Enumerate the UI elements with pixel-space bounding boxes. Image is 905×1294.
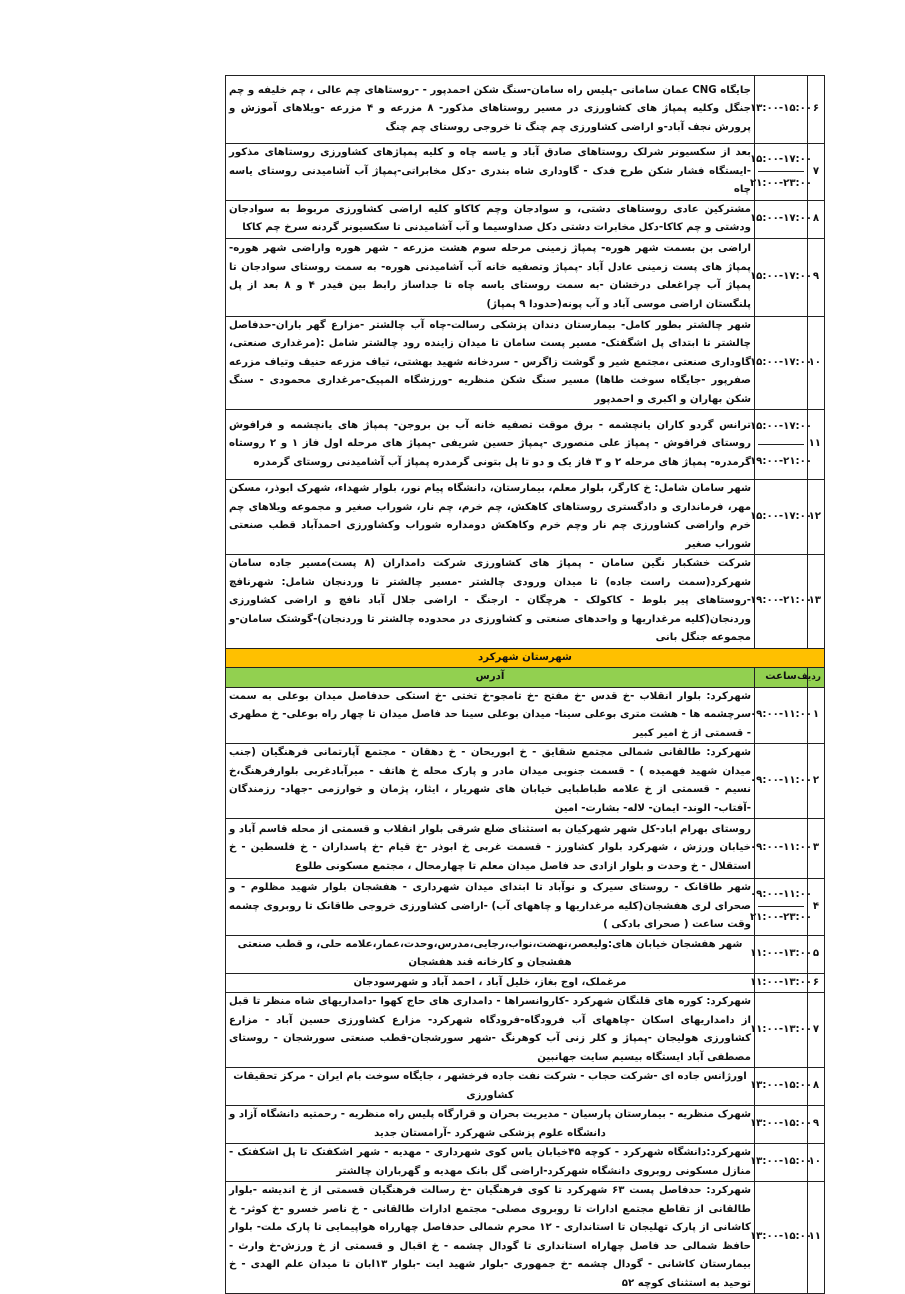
time-cell <box>749 316 813 410</box>
row-number: ۶ <box>808 973 825 993</box>
address-cell: شرکت خشکبار نگین سامان - پمپاژ های کشاورزی شرکت دامداران (۸ پست)مسیر جاده سامان شهرکرد(سمت راست جاده) تا میدان ورودی چالشتر -مسیر چالشتر تا وردنجان شامل: شهرنافچ -روستاهای پیر بلوط - کاکولک - هرچگان - ارجنگ - اراضی جلال آباد نافچ و اراضی کشاورزی وردنجان(کلیه مرغداریها و واحدهای صنعتی و کشاورزی در محدوده چالشتر تا وردنجان)-گوشتک سامان-و مجموعه جنگل بانی <box>226 555 755 649</box>
time-cell <box>749 200 813 238</box>
time-slot: ۱۵:۰۰-۱۷:۰۰ <box>749 212 813 224</box>
address-cell: ترانس گردو کاران یانچشمه - برق موقت تصفیه خانه آب بن بروجن- پمپاژ های یانچشمه و فرافوش روستای فرافوش - پمپاژ علی منصوری -پمپاژ حسین شریفی -پمپاژ های مرحله اول فاز ۱ و ۲ روستاه گرمدره- پمپاژ های مرحله ۲ و ۳ فاز یک و دو تا پل بتونی گرمدره پمپاژ آب آشامیدنی روستای گرمدره <box>226 410 755 480</box>
time-slot: ۱۱:۰۰-۱۳:۰۰ <box>749 976 813 988</box>
time-slot: ۱۳:۰۰-۱۵:۰۰ <box>749 1080 813 1092</box>
column-address: آدرس <box>226 668 755 688</box>
row-number: ۱۱ <box>808 1182 825 1294</box>
table-row <box>226 879 825 936</box>
time-cell <box>749 1144 813 1182</box>
time-cell <box>749 1106 813 1144</box>
row-number: ۹ <box>808 238 825 316</box>
time-cell <box>749 935 813 973</box>
time-slot: ۲۱:۰۰-۲۳:۰۰ <box>758 906 804 930</box>
time-cell <box>749 238 813 316</box>
address-cell: روستای بهرام اباد-کل شهر شهرکیان به استثنای ضلع شرقی بلوار انقلاب و قسمتی از محله قاسم آباد و خیابان ورزش ، شهرکرد بلوار کشاورز - قسمت غربی خ ابوذر -خ قیام -خ پاسداران - خ فلسطین - خ استقلال - خ وحدت و بلوار ازادی حد فاصل میدان معلم تا چهارمحال ، مجتمع مسکونی طلوع <box>226 819 755 879</box>
time-slot: ۰۹:۰۰-۱۱:۰۰ <box>749 888 813 900</box>
time-slot: ۱۱:۰۰-۱۳:۰۰ <box>749 947 813 959</box>
address-cell: شهرک منظریه - بیمارستان پارسیان - مدیریت بحران و قرارگاه پلیس راه منظریه - رحمتیه دانشگاه آزاد و دانشگاه علوم پزشکی شهرکرد -آرامستان جدید <box>226 1106 755 1144</box>
table-row <box>226 935 825 973</box>
time-cell <box>749 973 813 993</box>
row-number: ۱۲ <box>808 480 825 555</box>
address-cell: شهرکرد: کوره های قلنگان شهرکرد -کاروانسراها - دامداری های حاج کهوا -دامداریهای شاه منظر تا قبل از دامداریهای اسکان -چاههای آب فرودگاه-فرودگاه شهرکرد- مزارع کشاورزی حسین آباد - مزارع کشاورزی هولیجان -پمپاژ و کلر زنی آب کوهرنگ -شهر سورشجان-قطب صنعتی سورشجان - روستای مصطفی آباد ایستگاه بیسیم سایت جهانبین <box>226 993 755 1068</box>
row-number: ۳ <box>808 819 825 879</box>
previous-county-rows <box>226 76 825 649</box>
time-slot: ۱۹:۰۰-۲۱:۰۰ <box>758 444 804 479</box>
row-number: ۱ <box>808 687 825 744</box>
time-slot: ۱۳:۰۰-۱۵:۰۰ <box>749 1231 813 1243</box>
address-cell: مشترکین عادی روستاهای دشتی، و سوادجان وچم کاکاو کلیه اراضی کشاورزی مربوط به سوادجان ودشتی و چم کاکا-دکل مخابرات دشتی دکل صداوسیما و آب آشامیدنی تا سکسیونر گردنه سرخ چم کاکا <box>226 200 755 238</box>
address-cell: شهر طاقانک - روستای سیرک و نوآباد تا ابتدای میدان شهرداری - هفشجان بلوار شهید مظلوم - و صحرای لری هفشجان(کلیه مرغداریها و چاههای آب) -اراضی کشاورزی خروجی طاقانک تا روبروی چشمه وقت ساعت ( صحرای بادکی ) <box>226 879 755 936</box>
table-row <box>226 480 825 555</box>
table-row <box>226 1068 825 1106</box>
table-row <box>226 819 825 879</box>
time-slot: ۱۵:۰۰-۱۷:۰۰ <box>749 356 813 368</box>
address-cell: شهرکرد: حدفاصل پست ۶۳ شهرکرد تا کوی فرهنگیان -خ رسالت فرهنگیان قسمتی از خ اندیشه -بلوار طالقانی از تقاطع مجتمع ادارات تا روبروی مصلی- مجتمع ادارات طالقانی - خ ناصر خسرو -خ کوثر- خ کاشانی از پارک تهلیجان تا استانداری - ۱۲ محرم شمالی حدفاصل چهارراه هواپیمایی تا پارک ملت- بلوار حافظ شمالی حد فاصل چهاراه استانداری تا گودال چشمه - خ اقبال و قسمتی از خ ورزش-خ وارث - بیمارستان کاشانی - گودال چشمه -خ جمهوری -بلوار شهید ایت -بلوار ۱۳ابان تا میدان علم الهدی - خ توحید به استثنای کوچه ۵۲ <box>226 1182 755 1294</box>
row-number: ۱۰ <box>808 316 825 410</box>
time-cell <box>749 410 813 480</box>
shahrekord-rows <box>226 687 825 1294</box>
section-title: شهرستان شهرکرد <box>226 648 825 668</box>
time-cell <box>749 76 813 144</box>
county-section <box>226 648 825 687</box>
address-cell: اراضی بن بسمت شهر هوره- پمپاژ زمینی مرحله سوم هشت مزرعه - شهر هوره واراضی شهر هوره- پمپاژ های پست زمینی عادل آباد -پمپاژ وتصفیه خانه آب آشامیدنی هوره- به سمت روستای سوادجان تا پمپاژ آب چراغعلی درخشان -به سمت روستای یاسه چاه تا جداساز رابط بین فیدر ۴ و ۸ بعد از پل پلنگستان اراضی موسی آباد و آب پونه(حدودا ۹ پمپاژ) <box>226 238 755 316</box>
table-row <box>226 993 825 1068</box>
time-slot: ۱۵:۰۰-۱۷:۰۰ <box>749 420 813 432</box>
address-cell: مرغملک، اوج بغاز، خلیل آباد ، احمد آباد و شهرسودجان <box>226 973 755 993</box>
table-row <box>226 410 825 480</box>
time-slot: ۰۹:۰۰-۱۱:۰۰ <box>749 842 813 854</box>
row-number: ۱۰ <box>808 1144 825 1182</box>
row-number: ۹ <box>808 1106 825 1144</box>
row-number: ۶ <box>808 76 825 144</box>
row-number: ۱۱ <box>808 410 825 480</box>
column-row-number: ردیف <box>808 668 825 688</box>
table-row <box>226 1182 825 1294</box>
time-cell <box>749 687 813 744</box>
address-cell: شهرکرد: بلوار انقلاب -خ قدس -خ مفتح -خ تامجو-خ تختی -خ استکی حدفاصل میدان بوعلی به سمت سرچشمه ها - هشت متری بوعلی سینا- میدان بوعلی سینا حد فاصل میدان تا چهار راه بوعلی- خ مطهری - قسمتی از خ امیر کبیر <box>226 687 755 744</box>
time-cell <box>749 1068 813 1106</box>
table-row <box>226 238 825 316</box>
address-cell: اورژانس جاده ای -شرکت حجاب - شرکت نفت جاده فرخشهر ، جایگاه سوخت بام ایران - مرکز تحقیقات کشاورزی <box>226 1068 755 1106</box>
time-slot: ۰۹:۰۰-۱۱:۰۰ <box>749 774 813 786</box>
section-header-row <box>226 648 825 668</box>
row-number: ۷ <box>808 993 825 1068</box>
table-row <box>226 200 825 238</box>
row-number: ۷ <box>808 144 825 201</box>
time-cell <box>749 555 813 649</box>
table-row <box>226 744 825 819</box>
table-row <box>226 555 825 649</box>
row-number: ۸ <box>808 200 825 238</box>
address-cell: شهرکرد:دانشگاه شهرکرد - کوچه ۴۵خیابان یاس کوی شهرداری - مهدیه - شهر اشکفتک تا پل اشکفتک - منازل مسکونی روبروی دانشگاه شهرکرد-اراضی گل بانک مهدیه و گهرباران چالشتر <box>226 1144 755 1182</box>
time-cell <box>749 744 813 819</box>
address-cell: بعد از سکسیونر شرلک روستاهای صادق آباد و یاسه چاه و کلیه پمپاژهای کشاورزی روستاهای مذکور -ایستگاه فشار شکن طرح فدک - گاوداری شاه بندری -دکل مخابراتی-پمپاژ آب آشامیدنی روستای یاسه چاه <box>226 144 755 201</box>
row-number: ۱۳ <box>808 555 825 649</box>
address-cell: شهرکرد: طالقانی شمالی مجتمع شقایق - خ ابوریحان - خ دهقان - مجتمع آپارتمانی فرهنگیان (جنب میدان شهید فهمیده ) - قسمت جنوبی میدان مادر و پارک محله خ هاتف - میرآبادغربی بلوارفرهنگ،خ نسیم - قسمتی از خ علامه طباطبایی خیابان های شهریار ، ایثار، پژمان و خوارزمی -جهاد- رزمندگان -آفتاب- الوند- ایمان- لاله- بشارت- امین <box>226 744 755 819</box>
table-row <box>226 1106 825 1144</box>
table-row <box>226 973 825 993</box>
time-slot: ۱۳:۰۰-۱۵:۰۰ <box>749 103 813 115</box>
table-row <box>226 316 825 410</box>
time-cell <box>749 144 813 201</box>
column-header-row <box>226 668 825 688</box>
address-cell: شهر چالشتر بطور کامل- بیمارستان دندان پزشکی رسالت-چاه آب چالشتر -مزارع گهر باران-حدفاصل چالشتر تا ابتدای پل اشگفتک- مسیر پست سامان تا میدان زاینده رود چالشتر شامل :(مرغداری صنعتی، گاوداری صنعتی ،مجتمع شیر و گوشت زاگرس - سردخانه شهید بهشتی، تیاف مزرعه حنیف وتیاف مزرعه صفرپور -جایگاه سوخت طاها) مسیر سنگ شکن منظریه -ورزشگاه المپیک-مرغداری محمودی - سنگ شکن بهاران و اکبری و احمدپور <box>226 316 755 410</box>
table-row <box>226 687 825 744</box>
time-slot: ۱۵:۰۰-۱۷:۰۰ <box>749 153 813 165</box>
column-time: ساعت <box>755 668 808 688</box>
time-slot: ۱۳:۰۰-۱۵:۰۰ <box>749 1118 813 1130</box>
time-slot: ۰۹:۰۰-۱۱:۰۰ <box>749 709 813 720</box>
time-slot: ۱۵:۰۰-۱۷:۰۰ <box>749 510 813 522</box>
table-row <box>226 76 825 144</box>
address-cell: شهر هفشجان خیابان های:ولیعصر،نهضت،نواب،رجایی،مدرس،وحدت،عمار،علامه حلی، و قطب صنعتی هفشجان و کارخانه قند هفشجان <box>226 935 755 973</box>
outage-schedule-table <box>225 75 825 1294</box>
row-number: ۸ <box>808 1068 825 1106</box>
time-slot: ۱۱:۰۰-۱۳:۰۰ <box>749 1023 813 1035</box>
time-cell <box>749 819 813 879</box>
time-cell <box>749 480 813 555</box>
row-number: ۵ <box>808 935 825 973</box>
table-row <box>226 144 825 201</box>
time-cell <box>749 993 813 1068</box>
row-number: ۴ <box>808 879 825 936</box>
time-slot: ۲۱:۰۰-۲۳:۰۰ <box>758 171 804 195</box>
address-cell: جایگاه CNG عمان سامانی -پلیس راه سامان-سنگ شکن احمدپور - -روستاهای چم عالی ، چم خلیفه و چم جنگل وکلیه پمپاژ های کشاورزی در مسیر روستاهای مذکور- ۸ مزرعه و ۴ مزرعه -ویلاهای آموزش و پرورش نجف آباد-و اراضی کشاورزی چم چنگ تا خروجی روستای چم چنگ <box>226 76 755 144</box>
row-number: ۲ <box>808 744 825 819</box>
time-slot: ۱۳:۰۰-۱۵:۰۰ <box>749 1156 813 1168</box>
time-cell <box>749 1182 813 1294</box>
time-slot: ۱۵:۰۰-۱۷:۰۰ <box>749 270 813 282</box>
address-cell: شهر سامان شامل: خ کارگر، بلوار معلم، بیمارستان، دانشگاه پیام نور، بلوار شهداء، شهرک ابوذر، مسکن مهر، فرمانداری و دادگستری روستاهای کاهکش، چم خرم، چم نار، شوراب صغیر و مجموعه ویلاهای چم خرم واراضی کشاورزی چم نار وچم خرم وکاهکش دومداره شوراب وکشاورزی احمدآباد قطب صنعتی شوراب صغیر <box>226 480 755 555</box>
table-row <box>226 1144 825 1182</box>
time-cell <box>749 879 813 936</box>
time-slot: ۱۹:۰۰-۲۱:۰۰ <box>749 595 813 606</box>
